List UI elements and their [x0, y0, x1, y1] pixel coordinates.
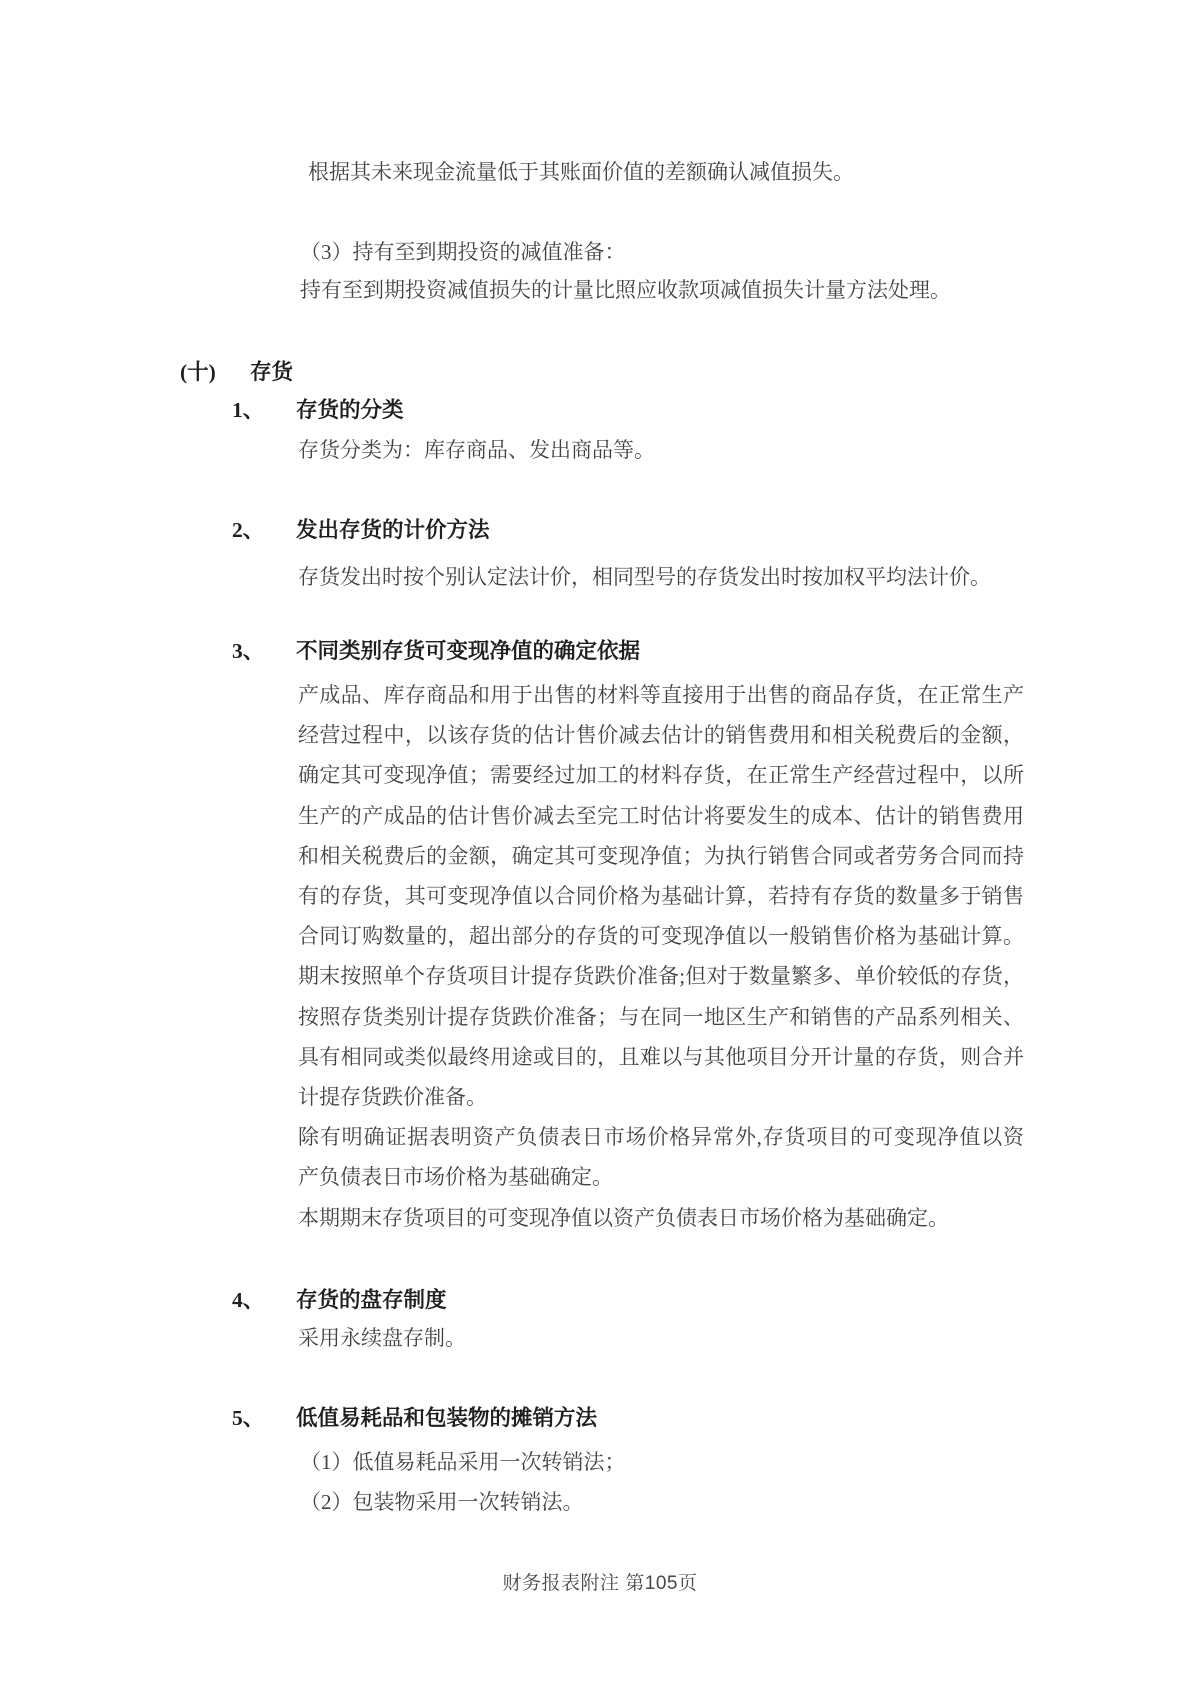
item-4-body: 采用永续盘存制。 — [298, 1326, 466, 1350]
item-3-title: 不同类别存货可变现净值的确定依据 — [296, 639, 641, 663]
item-4-title: 存货的盘存制度 — [296, 1288, 447, 1312]
inventory-nrv-paragraph — [298, 675, 1024, 1238]
paragraph-line: 经营过程中，以该存货的估计售价减去估计的销售费用和相关税费后的金额， — [298, 723, 1024, 748]
amortization-sub-item-2: （2）包装物采用一次转销法。 — [300, 1490, 584, 1514]
amortization-sub-item-1: （1）低值易耗品采用一次转销法； — [300, 1450, 626, 1474]
paragraph-line: 期末按照单个存货项目计提存货跌价准备;但对于数量繁多、单价较低的存货， — [298, 964, 1024, 989]
section-title: 存货 — [250, 360, 294, 384]
section-number: (十) — [180, 360, 216, 384]
item-1-body: 存货分类为：库存商品、发出商品等。 — [298, 438, 655, 462]
page-footer: 财务报表附注 第105页 — [502, 1573, 698, 1594]
paragraph-line: 产成品、库存商品和用于出售的材料等直接用于出售的商品存货，在正常生产 — [298, 683, 1024, 707]
paragraph-line: 合同订购数量的，超出部分的存货的可变现净值以一般销售价格为基础计算。 — [298, 924, 1024, 949]
item-4-number: 4、 — [232, 1288, 265, 1312]
item-2-title: 发出存货的计价方法 — [296, 518, 490, 542]
held-to-maturity-body: 持有至到期投资减值损失的计量比照应收款项减值损失计量方法处理。 — [300, 278, 951, 302]
paragraph-line: 按照存货类别计提存货跌价准备；与在同一地区生产和销售的产品系列相关、 — [298, 1004, 1024, 1029]
item-1-number: 1、 — [232, 398, 265, 422]
held-to-maturity-title: （3）持有至到期投资的减值准备： — [300, 240, 626, 264]
item-5-number: 5、 — [232, 1406, 265, 1430]
item-2-body: 存货发出时按个别认定法计价，相同型号的存货发出时按加权平均法计价。 — [298, 565, 991, 589]
item-3-number: 3、 — [232, 639, 265, 663]
paragraph-line: 本期期末存货项目的可变现净值以资产负债表日市场价格为基础确定。 — [298, 1205, 949, 1230]
paragraph-line: 和相关税费后的金额，确定其可变现净值；为执行销售合同或者劳务合同而持 — [298, 843, 1024, 868]
paragraph-line: 具有相同或类似最终用途或目的，且难以与其他项目分开计量的存货，则合并 — [298, 1044, 1024, 1069]
item-1-title: 存货的分类 — [296, 398, 404, 422]
item-5-title: 低值易耗品和包装物的摊销方法 — [296, 1406, 598, 1430]
paragraph-line: 确定其可变现净值；需要经过加工的材料存货，在正常生产经营过程中，以所 — [298, 763, 1024, 788]
paragraph-line: 产负债表日市场价格为基础确定。 — [298, 1165, 613, 1190]
paragraph-line: 有的存货，其可变现净值以合同价格为基础计算，若持有存货的数量多于销售 — [298, 884, 1024, 909]
paragraph-line: 计提存货跌价准备。 — [298, 1085, 487, 1110]
paragraph-line: 除有明确证据表明资产负债表日市场价格异常外,存货项目的可变现净值以资 — [298, 1125, 1024, 1150]
paragraph-line: 生产的产成品的估计售价减去至完工时估计将要发生的成本、估计的销售费用 — [298, 803, 1024, 828]
item-2-number: 2、 — [232, 518, 265, 542]
impairment-note-line: 根据其未来现金流量低于其账面价值的差额确认减值损失。 — [308, 160, 854, 184]
